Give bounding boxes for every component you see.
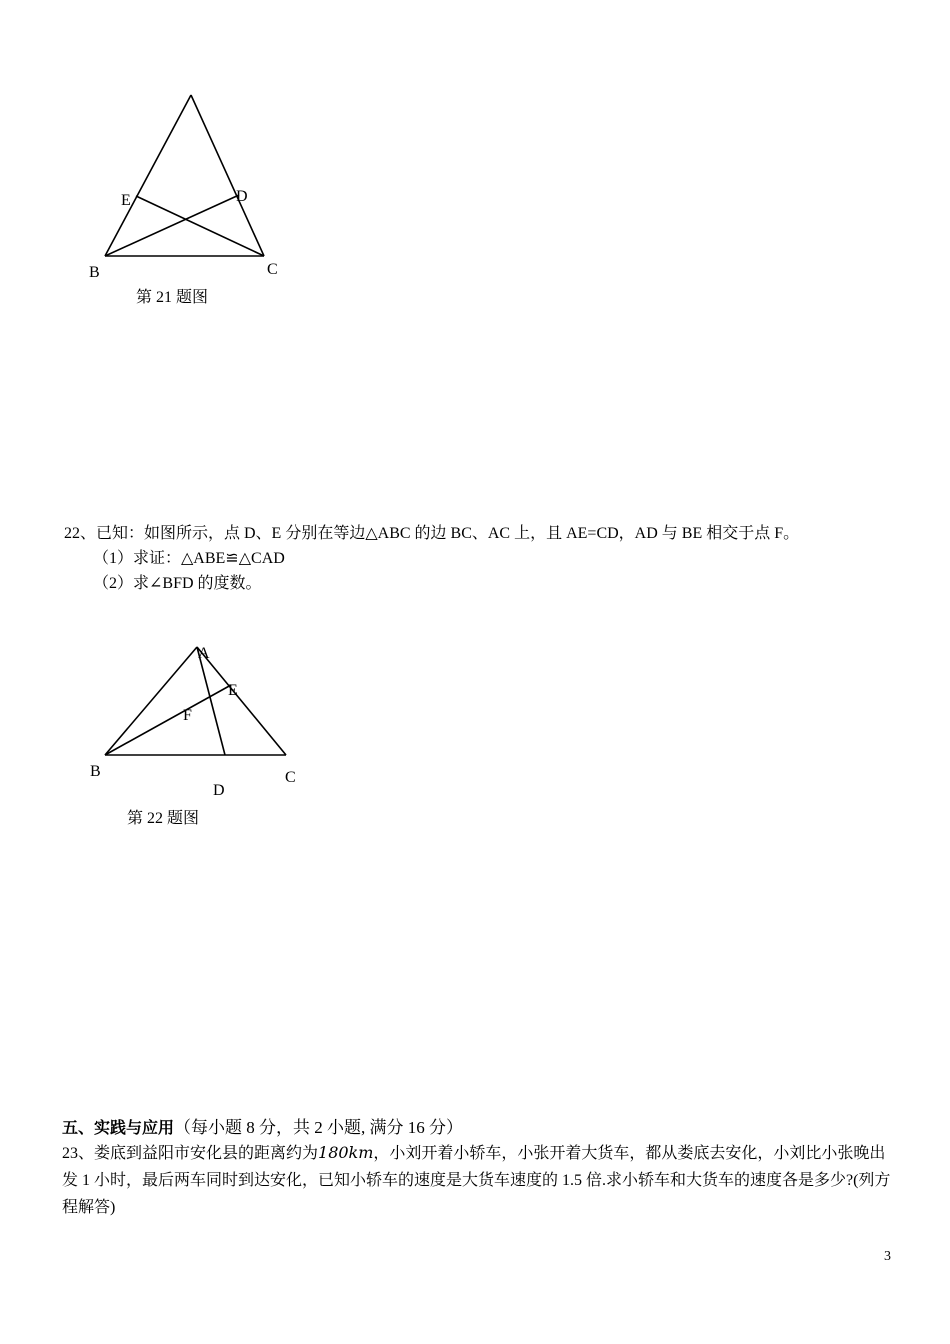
fig22-caption: 第 22 题图	[127, 810, 200, 827]
fig22-label-f: F	[183, 707, 192, 724]
fig22-side-ab	[105, 647, 197, 755]
fig22-label-b: B	[90, 763, 101, 780]
fig22-label-c: C	[285, 769, 296, 786]
fig21-label-d: D	[236, 188, 248, 205]
fig22-label-a: A	[198, 645, 210, 662]
fig21-label-b: B	[89, 264, 100, 281]
q23-text	[62, 1139, 897, 1221]
fig22-label-d: D	[213, 782, 225, 799]
q23-text-b: ，小刘开着小轿车，小张开着大货车，都从娄底去安化，小刘比小张晚出发 1 小时，最后两车同时到达安化，已知小轿车的速度是大货车速度的 1.5 倍.求小轿车和大货车的速度各是多少?(列方程解答)	[62, 1145, 891, 1216]
q23-distance: 180km	[318, 1143, 374, 1162]
fig21-side-ac	[191, 95, 264, 256]
fig21-side-ab	[105, 95, 191, 256]
fig21-label-c: C	[267, 261, 278, 278]
section-5-note: （每小题 8 分，共 2 小题, 满分 16 分）	[174, 1118, 464, 1137]
q22-stem: 22、已知：如图所示，点 D、E 分别在等边△ABC 的边 BC、AC 上，且 AE=CD，AD 与 BE 相交于点 F。	[64, 525, 800, 542]
fig21-caption: 第 21 题图	[136, 289, 209, 306]
fig22-label-e: E	[228, 682, 238, 699]
fig21-label-e: E	[121, 192, 131, 209]
page-number: 3	[884, 1249, 891, 1264]
section-5-title: 五、实践与应用	[62, 1118, 175, 1137]
q23-text-a: 23、娄底到益阳市安化县的距离约为	[62, 1145, 319, 1162]
section-5-heading	[62, 1113, 463, 1138]
q22-part2: （2）求∠BFD 的度数。	[93, 575, 262, 592]
fig22-segment-be	[105, 685, 231, 755]
q22-part1: （1）求证：△ABE≌△CAD	[93, 550, 285, 567]
